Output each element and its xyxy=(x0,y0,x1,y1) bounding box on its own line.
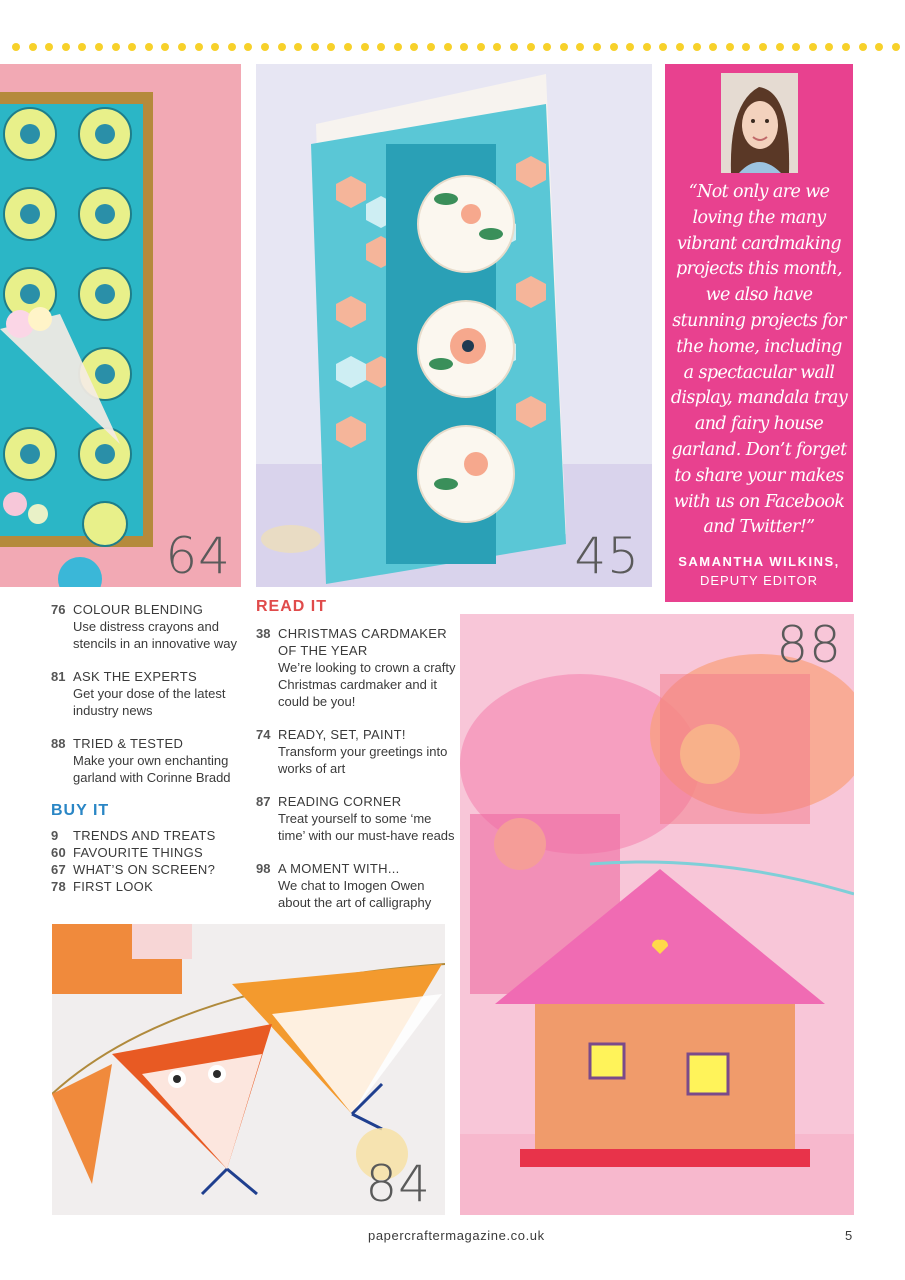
border-dot xyxy=(394,43,402,51)
border-dot xyxy=(29,43,37,51)
border-dot xyxy=(145,43,153,51)
photo-mandala-tray xyxy=(0,64,241,587)
entry-page: 74 xyxy=(256,727,271,742)
border-dot xyxy=(477,43,485,51)
border-dot xyxy=(776,43,784,51)
list-item[interactable] xyxy=(51,844,251,861)
contents-entry[interactable] xyxy=(256,726,456,777)
border-dot xyxy=(344,43,352,51)
editor-name: SAMANTHA WILKINS, xyxy=(678,554,840,569)
entry-title: TRENDS AND TREATS xyxy=(73,828,216,843)
entry-page: 9 xyxy=(51,828,59,843)
contents-entry[interactable] xyxy=(256,625,456,710)
entry-description: Transform your greetings into works of art xyxy=(278,744,448,776)
contents-entry[interactable] xyxy=(51,601,251,652)
entry-title: COLOUR BLENDING xyxy=(73,602,204,617)
border-dot xyxy=(709,43,717,51)
border-dot xyxy=(195,43,203,51)
page-number-64: 64 xyxy=(165,527,231,585)
entry-page: 78 xyxy=(51,879,67,894)
photo-hexagon-card xyxy=(256,64,652,587)
entry-description: Make your own enchanting garland with Corinne Bradd xyxy=(73,753,231,785)
list-item[interactable] xyxy=(51,827,251,844)
entry-page: 38 xyxy=(256,626,271,641)
contents-column-left xyxy=(51,601,251,895)
border-dot xyxy=(361,43,369,51)
entry-page: 76 xyxy=(51,602,66,617)
border-dot xyxy=(444,43,452,51)
border-dot xyxy=(377,43,385,51)
entry-description: Use distress crayons and stencils in an innovative way xyxy=(73,619,238,651)
entry-description: We chat to Imogen Owen about the art of calligraphy xyxy=(278,878,432,910)
border-dot xyxy=(543,43,551,51)
border-dot xyxy=(875,43,883,51)
contents-column-middle xyxy=(256,598,456,927)
border-dot xyxy=(12,43,20,51)
border-dot xyxy=(261,43,269,51)
border-dot xyxy=(610,43,618,51)
entry-title: READY, SET, PAINT! xyxy=(278,727,406,742)
border-dot xyxy=(825,43,833,51)
entry-page: 87 xyxy=(256,794,271,809)
border-dot xyxy=(112,43,120,51)
entry-page: 88 xyxy=(51,736,66,751)
entry-title: READING CORNER xyxy=(278,794,402,809)
contents-entry[interactable] xyxy=(256,860,456,911)
editor-avatar xyxy=(721,73,798,173)
border-dot xyxy=(45,43,53,51)
border-dot xyxy=(294,43,302,51)
page-number-84: 84 xyxy=(365,1155,431,1213)
editor-quote-text: “Not only are we loving the many vibrant cardmaking projects this month, we also have stunning projects for the home, including a spectacular wall display, mandala tray and fairy house garland. Don’t forget to share your makes with us on Facebook and Twitter!” xyxy=(670,182,848,538)
border-dot xyxy=(95,43,103,51)
border-dot xyxy=(676,43,684,51)
entry-title: ASK THE EXPERTS xyxy=(73,669,197,684)
footer-website[interactable]: papercraftermagazine.co.uk xyxy=(368,1228,545,1243)
border-dot xyxy=(626,43,634,51)
section-heading-read-it: READ IT xyxy=(256,598,327,615)
border-dot xyxy=(493,43,501,51)
dotted-border xyxy=(0,43,905,53)
border-dot xyxy=(78,43,86,51)
entry-description: Treat yourself to some ‘me time’ with our must-have reads xyxy=(278,811,455,843)
border-dot xyxy=(892,43,900,51)
border-dot xyxy=(693,43,701,51)
entry-title: TRIED & TESTED xyxy=(73,736,184,751)
border-dot xyxy=(576,43,584,51)
list-item[interactable] xyxy=(51,861,251,878)
entry-title: FAVOURITE THINGS xyxy=(73,845,204,860)
border-dot xyxy=(161,43,169,51)
border-dot xyxy=(659,43,667,51)
entry-page: 67 xyxy=(51,862,67,877)
border-dot xyxy=(742,43,750,51)
entry-page: 60 xyxy=(51,845,67,860)
border-dot xyxy=(327,43,335,51)
border-dot xyxy=(410,43,418,51)
entry-page: 81 xyxy=(51,669,66,684)
photo-fairy-house-garland xyxy=(460,614,854,1215)
border-dot xyxy=(311,43,319,51)
footer-page-number: 5 xyxy=(845,1228,853,1243)
list-item[interactable] xyxy=(51,878,251,895)
contents-entry[interactable] xyxy=(51,735,251,786)
border-dot xyxy=(643,43,651,51)
border-dot xyxy=(809,43,817,51)
entry-title: A MOMENT WITH... xyxy=(278,861,400,876)
border-dot xyxy=(427,43,435,51)
entry-description: Get your dose of the latest industry news xyxy=(73,686,226,718)
editor-quote-box xyxy=(665,64,853,602)
border-dot xyxy=(792,43,800,51)
entry-page: 98 xyxy=(256,861,271,876)
border-dot xyxy=(228,43,236,51)
border-dot xyxy=(278,43,286,51)
page-number-45: 45 xyxy=(574,527,640,585)
editor-role: DEPUTY EDITOR xyxy=(700,573,818,588)
border-dot xyxy=(593,43,601,51)
border-dot xyxy=(859,43,867,51)
contents-entry[interactable] xyxy=(256,793,456,844)
border-dot xyxy=(62,43,70,51)
photo-fox-garland xyxy=(52,924,445,1215)
border-dot xyxy=(842,43,850,51)
entry-description: We’re looking to crown a crafty Christmas cardmaker and it could be you! xyxy=(278,660,456,709)
border-dot xyxy=(560,43,568,51)
buy-it-list xyxy=(51,827,251,895)
section-heading-buy-it: BUY IT xyxy=(51,802,110,819)
page-number-88: 88 xyxy=(776,616,842,674)
border-dot xyxy=(211,43,219,51)
border-dot xyxy=(510,43,518,51)
border-dot xyxy=(244,43,252,51)
entry-title: CHRISTMAS CARDMAKER OF THE YEAR xyxy=(278,626,447,658)
border-dot xyxy=(460,43,468,51)
border-dot xyxy=(759,43,767,51)
border-dot xyxy=(527,43,535,51)
entry-title: FIRST LOOK xyxy=(73,879,154,894)
border-dot xyxy=(128,43,136,51)
border-dot xyxy=(178,43,186,51)
contents-entry[interactable] xyxy=(51,668,251,719)
entry-title: WHAT’S ON SCREEN? xyxy=(73,862,216,877)
border-dot xyxy=(726,43,734,51)
